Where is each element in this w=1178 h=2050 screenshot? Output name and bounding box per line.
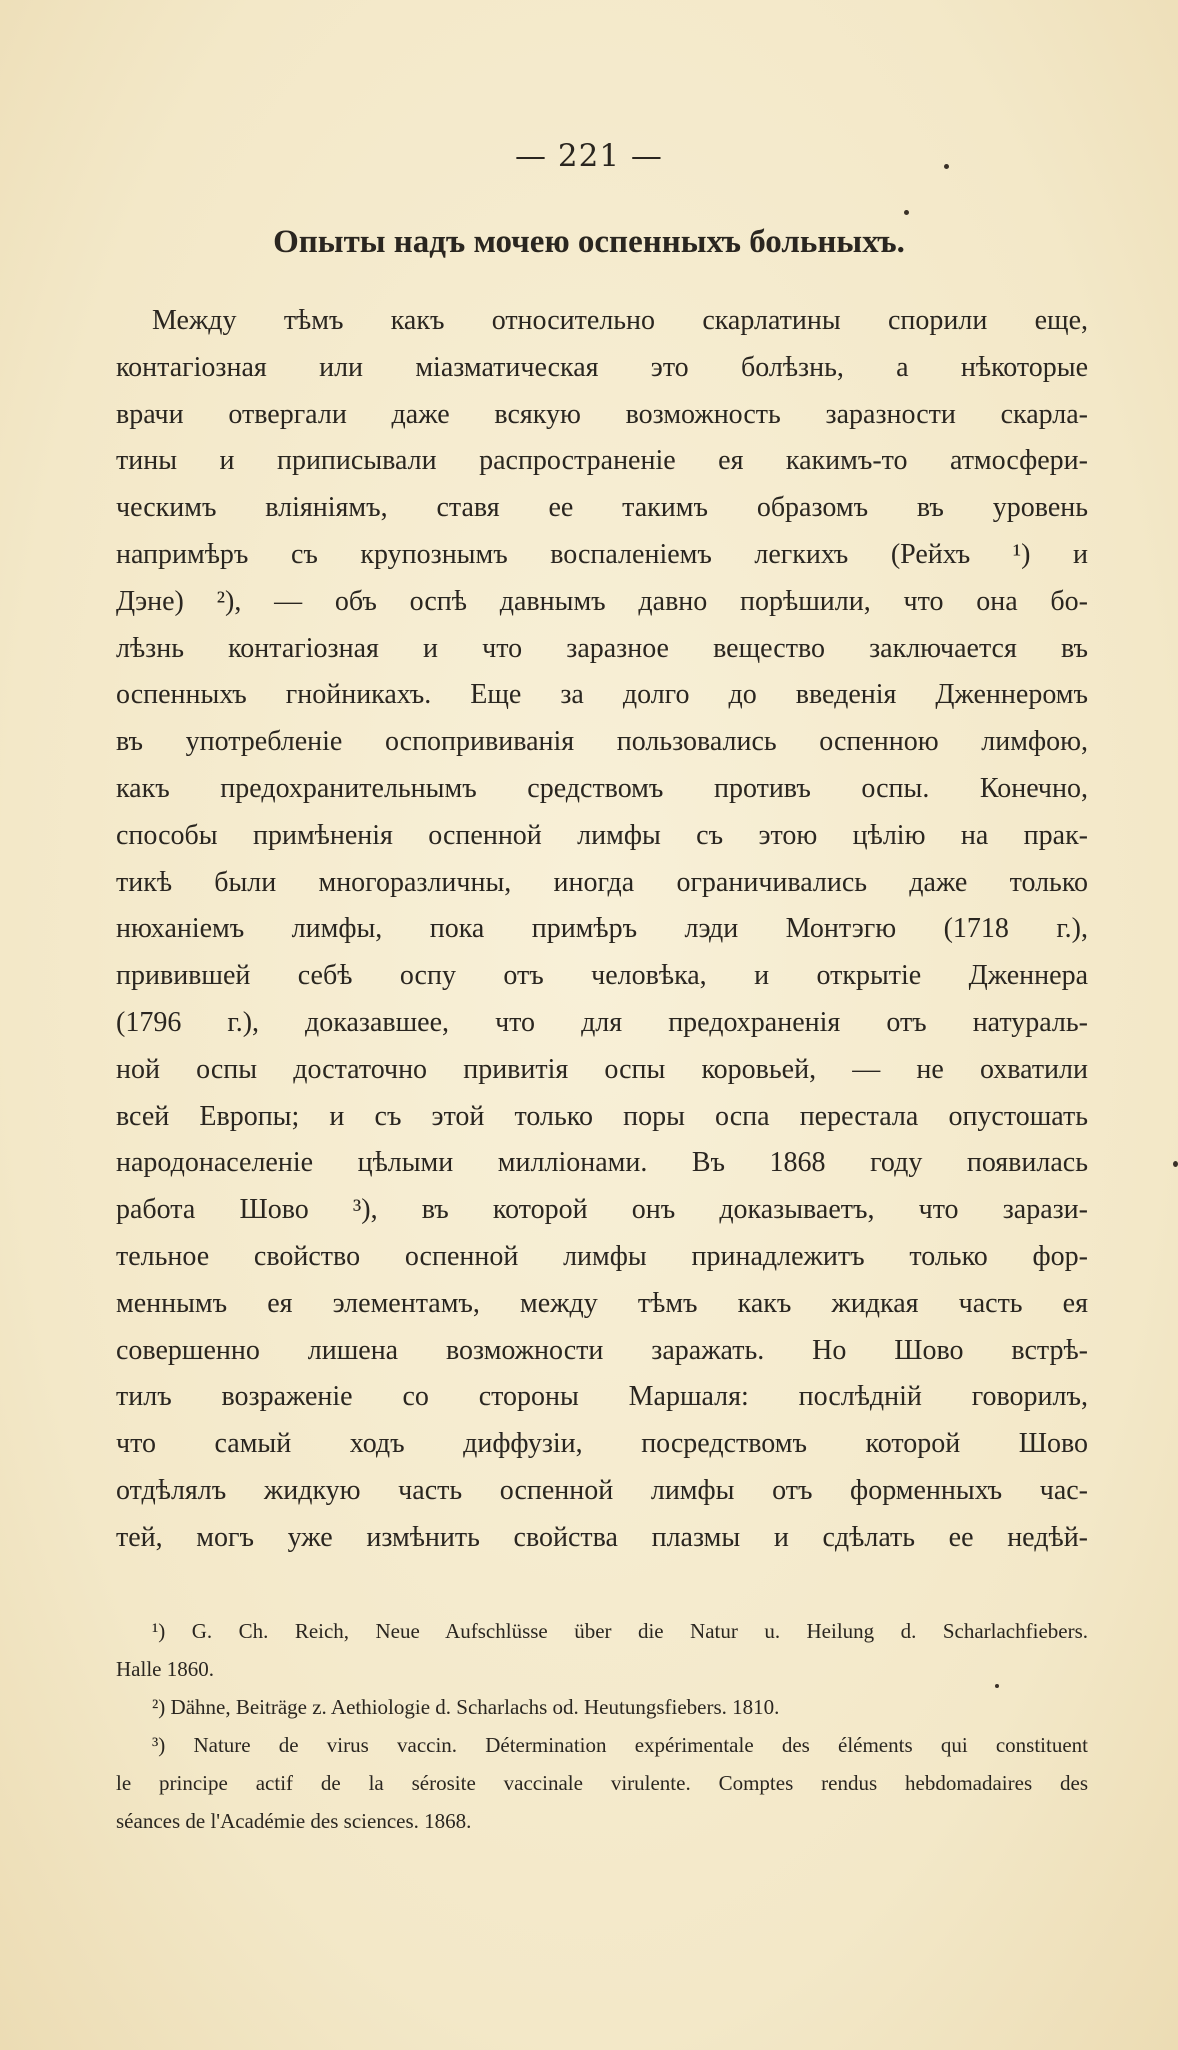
footnote-3-line: séances de l'Académie des sciences. 1868. (116, 1809, 472, 1833)
section-title: Опыты надъ мочею оспенныхъ больныхъ. (273, 224, 905, 260)
body-line: народонаселенiе цѣлыми миллiонами. Въ 1868 году появилась (116, 1147, 1088, 1179)
footnote-text: G. Ch. Reich, Neue Aufschlüsse über die Natur u. Heilung d. Scharlachfiebers. (191, 1619, 1088, 1643)
body-line: Дэне) ²), — объ оспѣ давнымъ давно порѣшили, что она бо- (116, 585, 1088, 617)
body-line: отдѣлялъ жидкую часть оспенной лимфы отъ форменныхъ час- (116, 1474, 1088, 1506)
body-line: ческимъ влiянiямъ, ставя ее такимъ образомъ въ уровень (116, 492, 1088, 524)
footnote-text: Nature de virus vaccin. Détermination expérimentale des éléments qui constituent (193, 1733, 1088, 1757)
footnote-1-line (116, 1612, 1088, 1650)
body-line: врачи отвергали даже всякую возможность заразности скарла- (116, 398, 1088, 430)
body-line: тикѣ были многоразличны, иногда ограничивались даже только (116, 866, 1088, 898)
body-line: въ употребленiе оспопрививанiя пользовались оспенною лимфою, (116, 726, 1088, 758)
body-line: тельное свойство оспенной лимфы принадлежитъ только фор- (116, 1240, 1088, 1272)
print-speck (904, 210, 909, 215)
body-line: напримѣръ съ крупознымъ воспаленiемъ легкихъ (Рейхъ ¹) и (116, 538, 1088, 570)
body-line: что самый ходъ диффузiи, посредствомъ которой Шово (116, 1428, 1088, 1460)
footnote-1-line: Halle 1860. (116, 1657, 214, 1681)
footnote-3-line (116, 1726, 1088, 1764)
body-line: какъ предохранительнымъ средствомъ противъ оспы. Конечно, (116, 772, 1088, 804)
page-number: — 221 — (515, 138, 663, 174)
body-line: оспенныхъ гнойникахъ. Еще за долго до введенiя Дженнеромъ (116, 679, 1088, 711)
body-line: тей, могъ уже измѣнить свойства плазмы и сдѣлать ее недѣй- (116, 1521, 1088, 1553)
print-speck (995, 1684, 999, 1688)
body-line: способы примѣненiя оспенной лимфы съ этою цѣлiю на прак- (116, 819, 1088, 851)
print-speck (1173, 1161, 1178, 1167)
body-line: Между тѣмъ какъ относительно скарлатины спорили еще, (152, 305, 1088, 336)
body-line: привившей себѣ оспу отъ человѣка, и открытiе Дженнера (116, 960, 1088, 992)
body-text (116, 298, 1088, 1562)
footnote-2-line (116, 1688, 1088, 1726)
footnote-marker: ¹) (152, 1619, 166, 1643)
body-line: меннымъ ея элементамъ, между тѣмъ какъ жидкая часть ея (116, 1287, 1088, 1319)
footnote-text: Dähne, Beiträge z. Aethiologie d. Scharlachs od. Heutungsfiebers. 1810. (170, 1695, 780, 1719)
body-line: тилъ возраженiе со стороны Маршаля: послѣднiй говорилъ, (116, 1381, 1088, 1413)
footnote-marker: ²) (152, 1695, 166, 1719)
body-line: лѣзнь контагiозная и что заразное вещество заключается въ (116, 632, 1088, 664)
footnote-marker: ³) (152, 1733, 166, 1757)
body-line: совершенно лишена возможности заражать. Но Шово встрѣ- (116, 1334, 1088, 1366)
footnote-3-line: le principe actif de la sérosite vaccinale virulente. Comptes rendus hebdomadaires des (116, 1771, 1088, 1795)
body-line: (1796 г.), доказавшее, что для предохраненiя отъ натураль- (116, 1006, 1088, 1038)
body-line: нюханiемъ лимфы, пока примѣръ лэди Монтэгю (1718 г.), (116, 913, 1088, 945)
body-line: ной оспы достаточно привитiя оспы коровьей, — не охватили (116, 1053, 1088, 1085)
body-line: тины и приписывали распространенiе ея какимъ-то атмосфери- (116, 445, 1088, 477)
body-line: контагiозная или мiазматическая это болѣзнь, а нѣкоторые (116, 351, 1088, 383)
footnotes (116, 1612, 1088, 1840)
body-line: работа Шово ³), въ которой онъ доказываетъ, что зарази- (116, 1194, 1088, 1226)
body-line: всей Европы; и съ этой только поры оспа перестала опустошать (116, 1100, 1088, 1132)
print-speck (944, 164, 949, 169)
